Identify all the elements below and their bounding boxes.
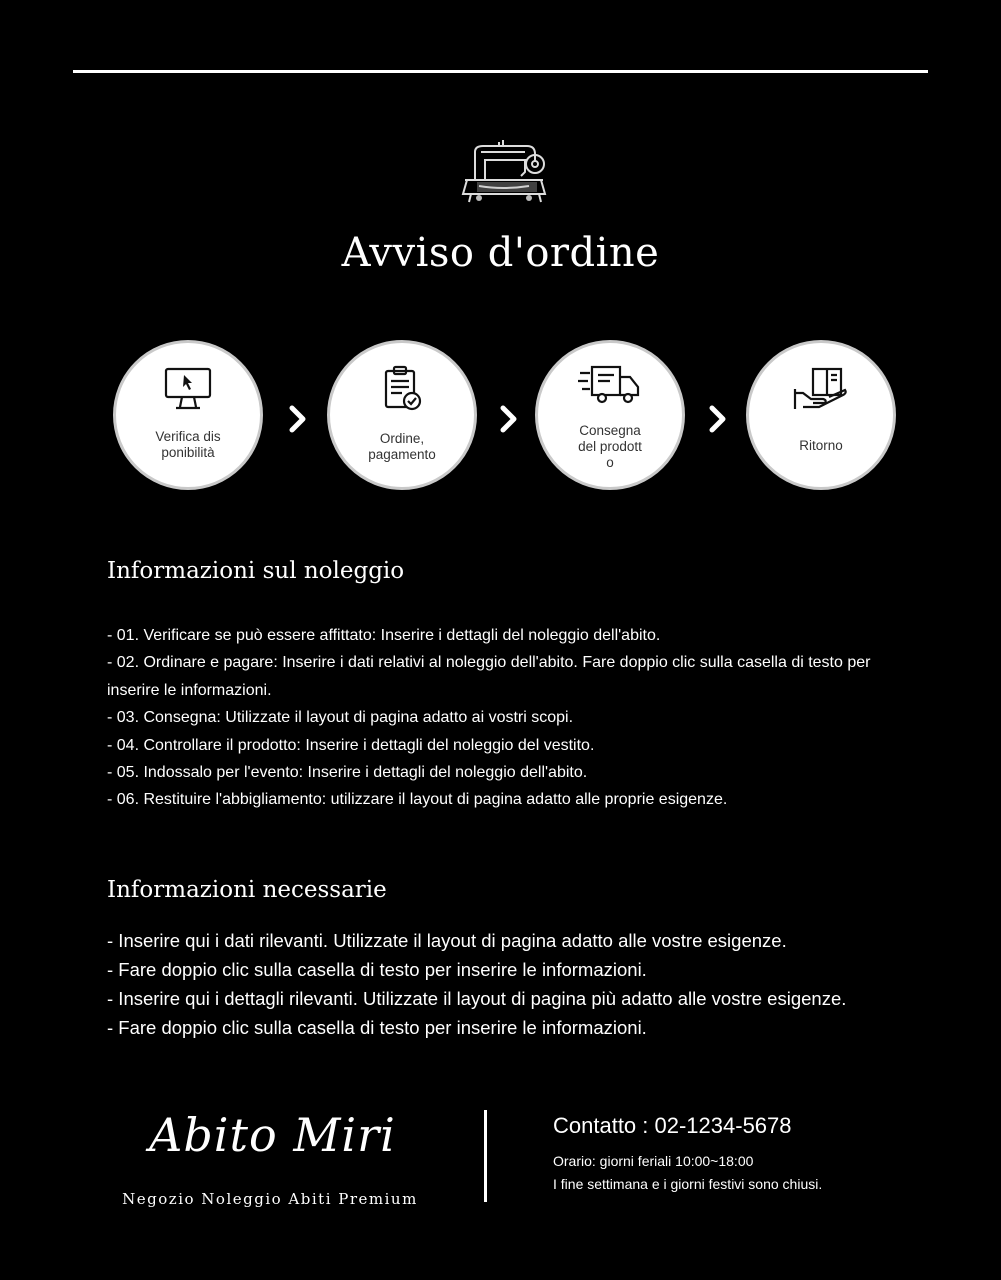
delivery-truck-icon (578, 363, 642, 407)
brand-tagline: Negozio Noleggio Abiti Premium (122, 1190, 418, 1208)
hours-closed: I fine settimana e i giorni festivi sono chiusi. (553, 1176, 823, 1192)
step-label-delivery: Consegna del prodott o (578, 423, 642, 470)
chevron-right-icon (707, 404, 729, 434)
list-item: - 01. Verificare se può essere affittato: Inserire i dettagli del noleggio dell'abito. (107, 627, 661, 644)
hours-weekdays: Orario: giorni feriali 10:00~18:00 (553, 1153, 754, 1169)
top-divider (73, 70, 928, 73)
footer-divider (484, 1110, 487, 1202)
list-item: - 05. Indossalo per l'evento: Inserire i dettagli del noleggio dell'abito. (107, 764, 588, 782)
clipboard-check-icon (380, 365, 424, 413)
hand-box-icon (793, 367, 849, 411)
rental-info-list (107, 622, 907, 814)
step-return (746, 340, 896, 490)
step-availability (113, 340, 263, 490)
sewing-machine-icon (455, 138, 551, 208)
chevron-right-icon (287, 404, 309, 434)
step-order-payment (327, 340, 477, 490)
chevron-right-icon (498, 404, 520, 434)
list-item: - Fare doppio clic sulla casella di testo per inserire le informazioni. (107, 959, 647, 980)
opening-hours (553, 1150, 822, 1196)
list-item: - 03. Consegna: Utilizzate il layout di pagina adatto ai vostri scopi. (107, 709, 574, 727)
list-item: - 04. Controllare il prodotto: Inserire i dettagli del noleggio del vestito. (107, 736, 595, 754)
list-item: - 06. Restituire l'abbigliamento: utilizzare il layout di pagina adatto alle proprie esigenze. (107, 791, 728, 809)
step-label-return: Ritorno (799, 438, 843, 453)
order-steps (0, 338, 1001, 498)
contact-phone: Contatto : 02-1234-5678 (553, 1113, 792, 1138)
rental-info-title: Informazioni sul noleggio (107, 558, 405, 584)
step-label-order-payment: Ordine, pagamento (368, 431, 436, 462)
step-delivery (535, 340, 685, 490)
brand-logo: Abito Miri (149, 1108, 396, 1162)
list-item: - Inserire qui i dettagli rilevanti. Utilizzate il layout di pagina più adatto alle vostre esigenze. (107, 988, 847, 1009)
monitor-cursor-icon (164, 367, 212, 411)
list-item: - Inserire qui i dati rilevanti. Utilizzate il layout di pagina adatto alle vostre esigenze. (107, 930, 787, 951)
list-item: - 02. Ordinare e pagare: Inserire i dati relativi al noleggio dell'abito. Fare doppio clic sulla casella di testo per inserire le informazioni. (107, 654, 875, 699)
list-item: - Fare doppio clic sulla casella di testo per inserire le informazioni. (107, 1017, 647, 1038)
required-info-list (107, 926, 907, 1042)
required-info-title: Informazioni necessarie (107, 877, 387, 903)
page-title: Avviso d'ordine (341, 230, 660, 276)
step-label-availability: Verifica dis ponibilità (155, 429, 221, 460)
